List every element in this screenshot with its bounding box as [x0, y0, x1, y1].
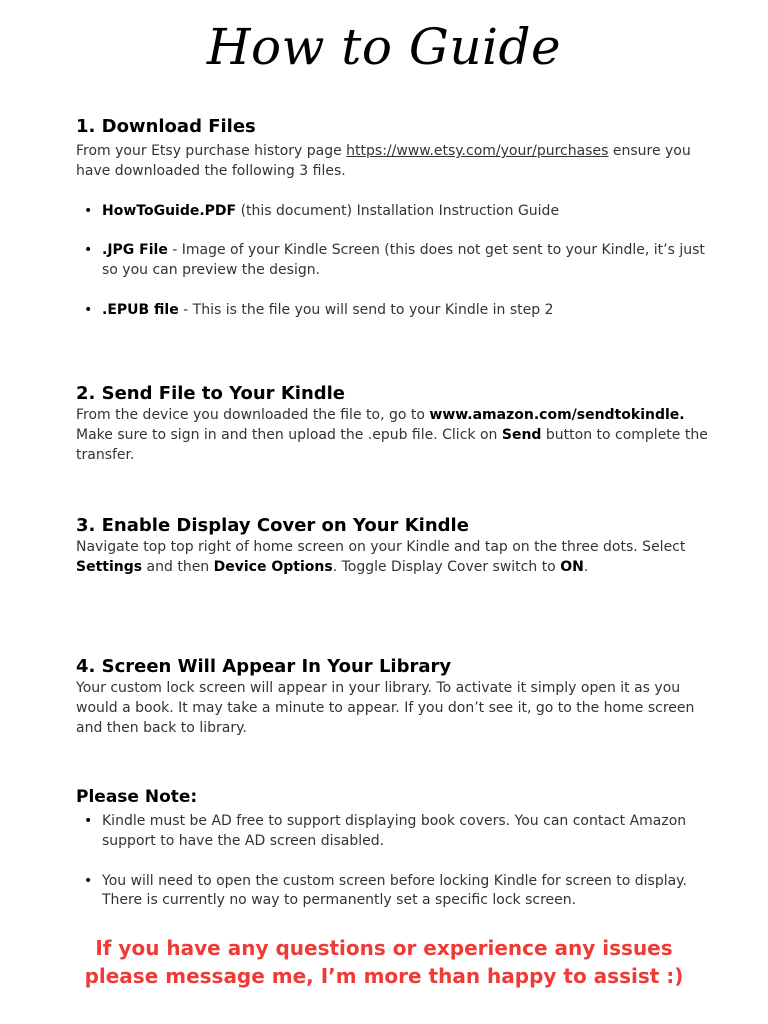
section-intro	[76, 142, 716, 182]
page-title: How to Guide	[206, 18, 562, 76]
body-text: From the device you downloaded the file to, go to	[76, 407, 430, 423]
body-text: .	[583, 558, 589, 575]
body-text: . Toggle Display Cover switch to	[332, 558, 561, 575]
body-text: and then	[142, 558, 214, 575]
file-name: .EPUB file	[102, 301, 179, 318]
file-name: .JPG File	[102, 242, 168, 259]
section-heading: 1. Download Files	[76, 116, 256, 137]
list-item	[76, 241, 716, 281]
note-heading: Please Note:	[76, 787, 198, 807]
section-heading: 4. Screen Will Appear In Your Library	[76, 656, 452, 677]
section-enable-display-cover	[76, 514, 716, 578]
section-library	[76, 655, 716, 738]
section-body: Your custom lock screen will appear in your library. To activate it simply open it as you would a book. It may take a minute to appear. If you don’t see it, go to the home screen and then back to library.	[76, 680, 695, 736]
body-text: Navigate top top right of home screen on your Kindle and tap on the three dots. Select	[76, 539, 686, 555]
list-item	[76, 301, 716, 321]
settings-label: Settings	[76, 558, 143, 575]
section-body	[76, 406, 716, 465]
etsy-purchases-link[interactable]: https://www.etsy.com/your/purchases	[346, 143, 609, 159]
contact-line-2: please message me, I’m more than happy to assist :)	[84, 964, 684, 988]
section-heading: 2. Send File to Your Kindle	[76, 383, 346, 404]
body-text: button to complete the transfer.	[76, 426, 708, 463]
send-label: Send	[501, 426, 542, 443]
section-download-files	[76, 115, 716, 321]
contact-line-1: If you have any questions or experience any issues	[95, 936, 673, 960]
contact-message	[0, 934, 768, 990]
sendtokindle-url: www.amazon.com/sendtokindle.	[429, 407, 685, 423]
device-options-label: Device Options	[213, 558, 333, 575]
list-item	[76, 202, 716, 222]
intro-text-end: ensure you have downloaded the following 3 files.	[76, 143, 691, 179]
section-please-note	[76, 785, 716, 911]
intro-text: From your Etsy purchase history page	[76, 143, 347, 159]
file-description: (this document) Installation Instruction Guide	[236, 202, 560, 219]
file-name: HowToGuide.PDF	[102, 202, 237, 219]
file-list	[76, 202, 716, 321]
list-item: • Kindle must be AD free to support displaying book covers. You can contact Amazon support to have the AD screen disabled.	[76, 812, 716, 852]
file-description: - Image of your Kindle Screen (this does not get sent to your Kindle, it’s just so you can preview the design.	[102, 242, 705, 279]
on-label: ON	[560, 558, 584, 575]
section-heading: 3. Enable Display Cover on Your Kindle	[76, 515, 469, 536]
section-send-file	[76, 382, 716, 465]
list-item: • You will need to open the custom screen before locking Kindle for screen to display. There is currently no way to permanently set a specific lock screen.	[76, 872, 716, 912]
section-body	[76, 538, 716, 578]
file-description: - This is the file you will send to your Kindle in step 2	[178, 301, 554, 318]
note-list	[76, 812, 716, 911]
body-text: Make sure to sign in and then upload the .epub file. Click on	[76, 426, 502, 443]
